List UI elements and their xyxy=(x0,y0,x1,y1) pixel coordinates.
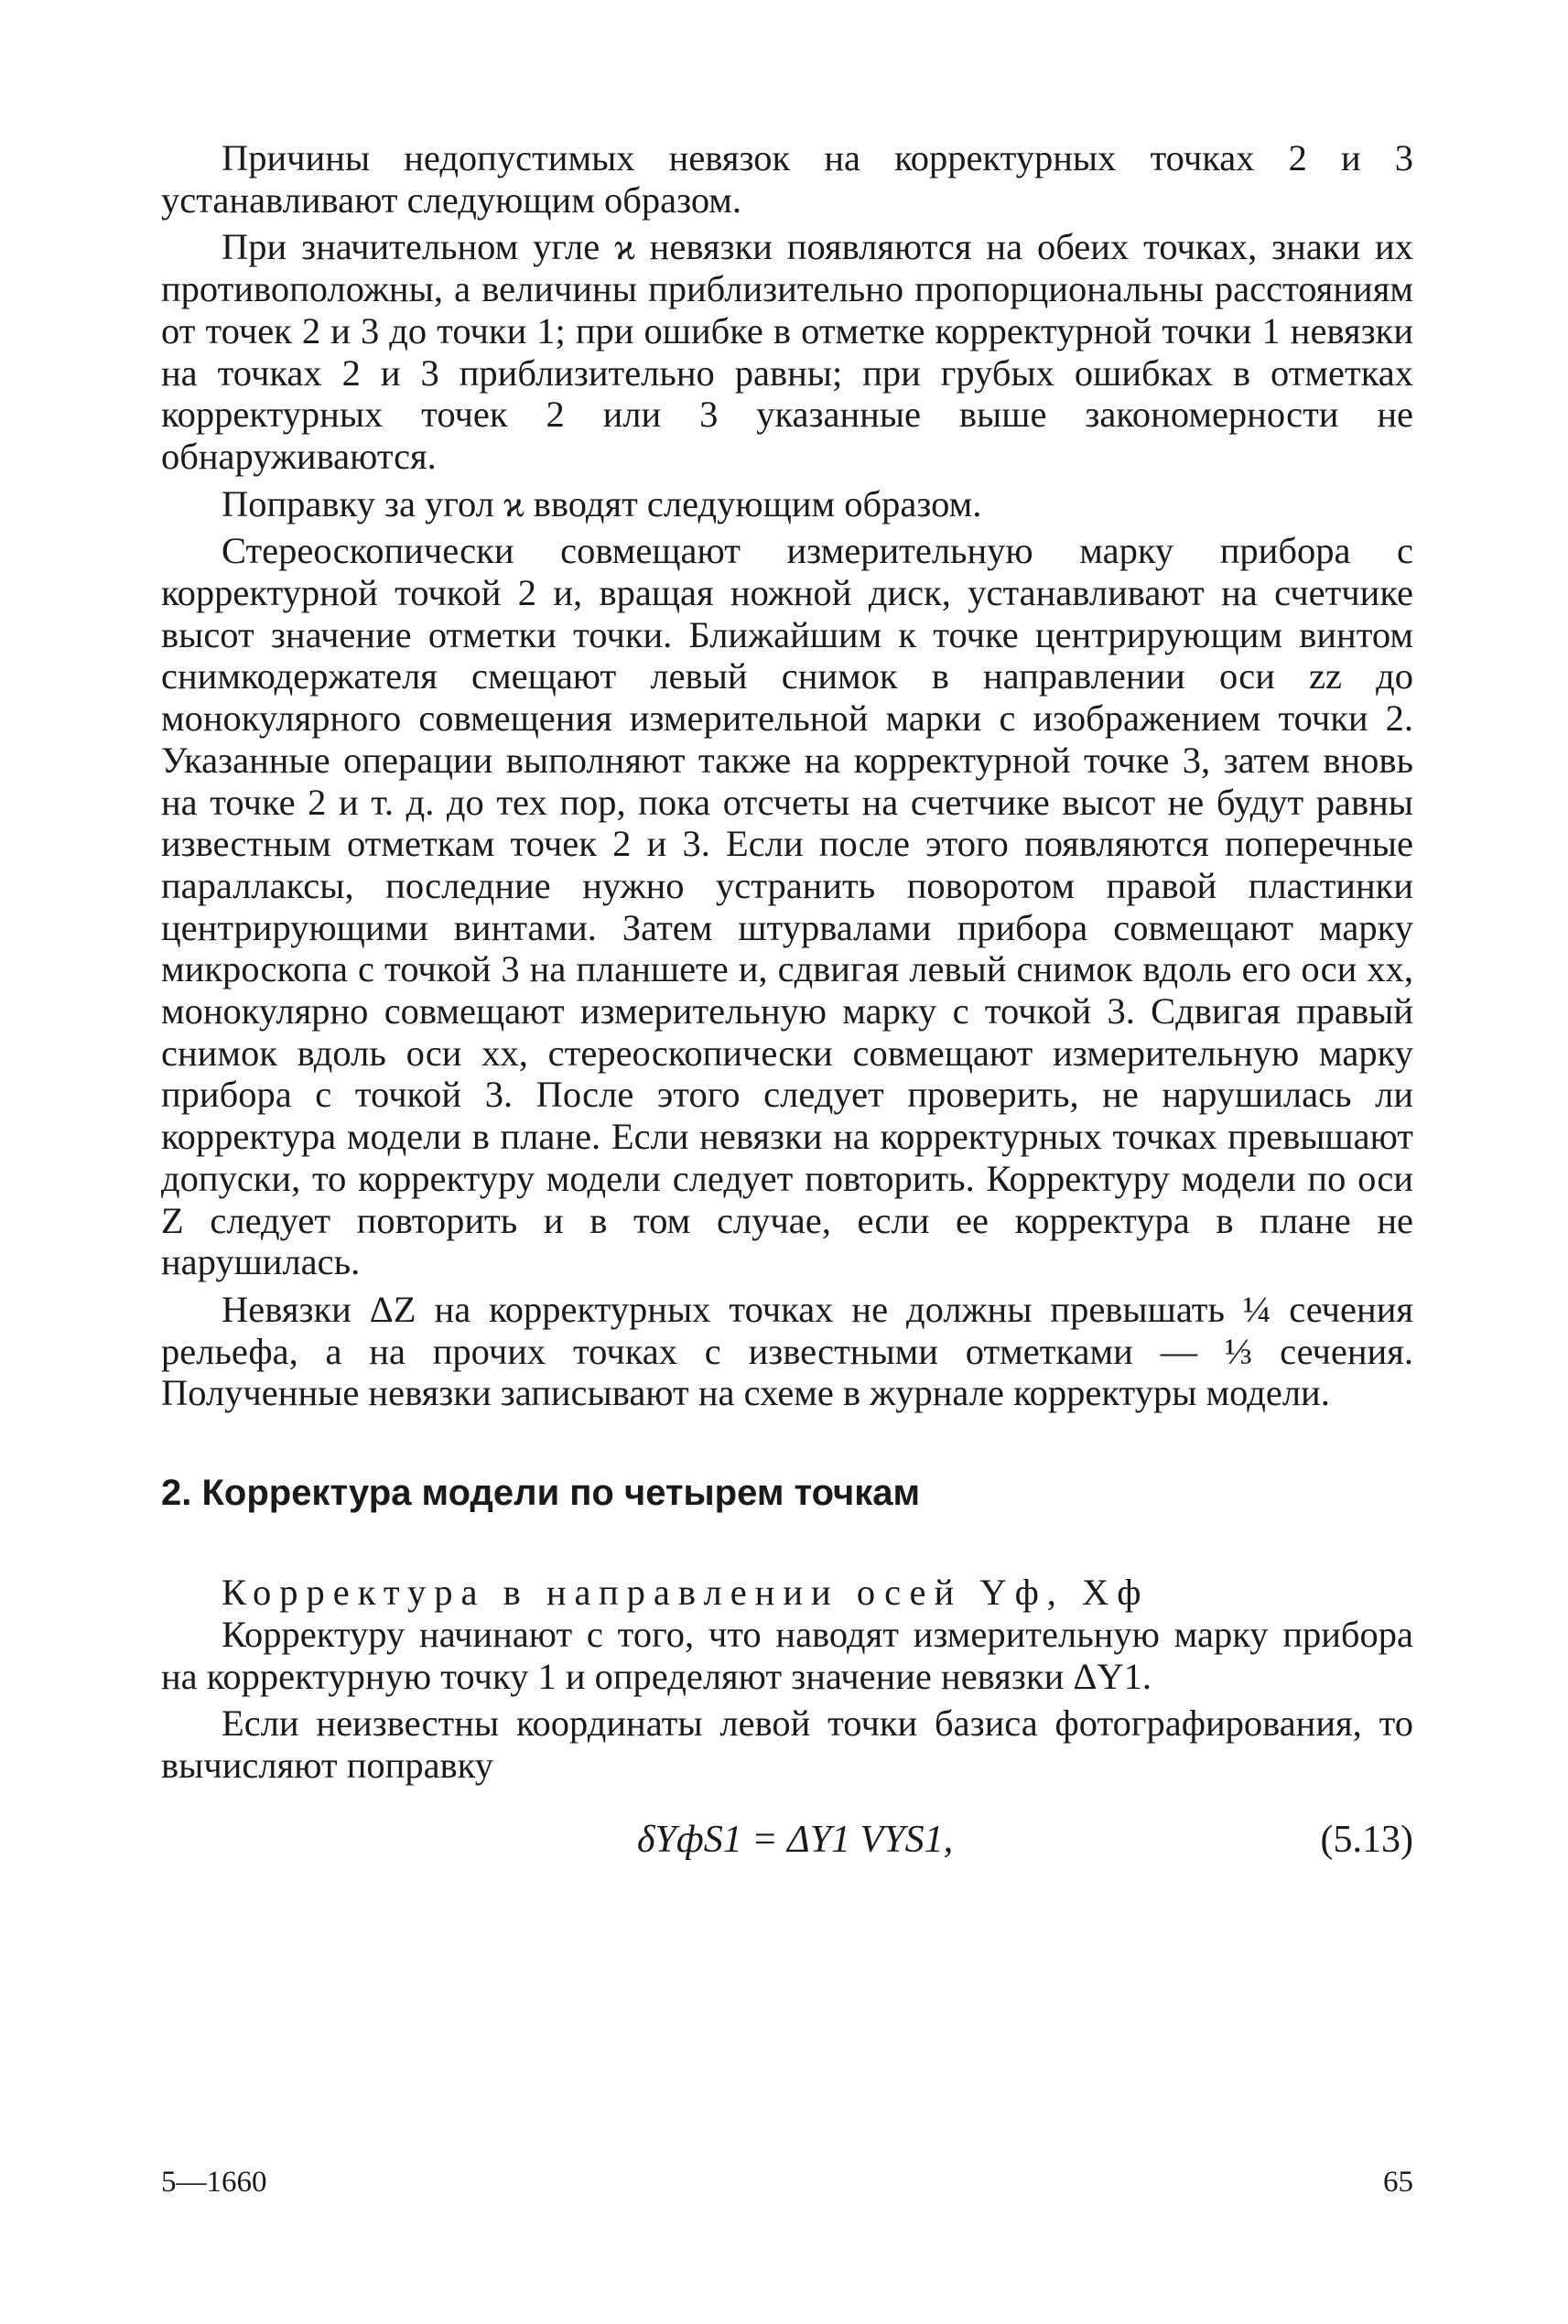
printer-signature: 5—1660 xyxy=(161,2166,267,2199)
subheading: Корректура в направлении осей Yф, Xф xyxy=(222,1572,1150,1614)
page-footer xyxy=(161,2166,1413,2200)
formula-expression: δYфS1 = ΔY1 VYS1, xyxy=(637,1818,954,1861)
paragraph-1: Причины недопустимых невязок на корректурных точках 2 и 3 устанавливают следующим образом. xyxy=(161,137,1413,221)
paragraph-5: Невязки ΔZ на корректурных точках не должны превышать ¼ сечения рельефа, а на прочих точках с известными отметками — ⅓ сечения. Полученные невязки записывают на схеме в журнале корректуры модели. xyxy=(161,1288,1413,1414)
paragraph-4: Стереоскопически совмещают измерительную марку прибора с корректурной точкой 2 и, вращая ножной диск, устанавливают на счетчике высот значение отметки точки. Ближайшим к точке центрирующим винтом снимкодержателя смещают левый снимок в направлении оси zz до монокулярного совмещения измерительной марки с изображением точки 2. Указанные операции выполняют также на корректурной точке 3, затем вновь на точке 2 и т. д. до тех пор, пока отсчеты на счетчике высот не будут равны известным отметкам точек 2 и 3. Если после этого появляются поперечные параллаксы, последние нужно устранить поворотом правой пластинки центрирующими винтами. Затем штурвалами прибора совмещают марку микроскопа с точкой 3 на планшете и, сдвигая левый снимок вдоль его оси xx, монокулярно совмещают измерительную марку с точкой 3. Сдвигая правый снимок вдоль оси xx, стереоскопически совмещают измерительную марку прибора с точкой 3. После этого следует проверить, не нарушилась ли корректура модели в плане. Если невязки на корректурных точках превышают допуски, то корректуру модели следует повторить. Корректуру модели по оси Z следует повторить и в том случае, если ее корректура в плане не нарушилась. xyxy=(161,530,1413,1283)
paragraph-3: Поправку за угол ϰ вводят следующим образом. xyxy=(222,482,982,524)
page-number: 65 xyxy=(1383,2166,1413,2199)
paragraph-6: Корректуру начинают с того, что наводят измерительную марку прибора на корректурную точку 1 и определяют значение невязки ΔY1. xyxy=(161,1613,1413,1697)
paragraph-2: При значительном угле ϰ невязки появляются на обеих точках, знаки их противоположны, а величины приблизительно пропорциональны расстояниям от точек 2 и 3 до точки 1; при ошибке в отметке корректурной точки 1 невязки на точках 2 и 3 приблизительно равны; при грубых ошибках в отметках корректурных точек 2 или 3 указанные выше закономерности не обнаруживаются. xyxy=(161,226,1413,477)
formula-number: (5.13) xyxy=(1320,1818,1413,1861)
text-body xyxy=(161,137,1413,1875)
formula-row xyxy=(161,1818,1413,1875)
section-heading: 2. Корректура модели по четырем точкам xyxy=(161,1473,921,1514)
paragraph-7: Если неизвестны координаты левой точки базиса фотографирования, то вычисляют поправку xyxy=(161,1702,1413,1786)
